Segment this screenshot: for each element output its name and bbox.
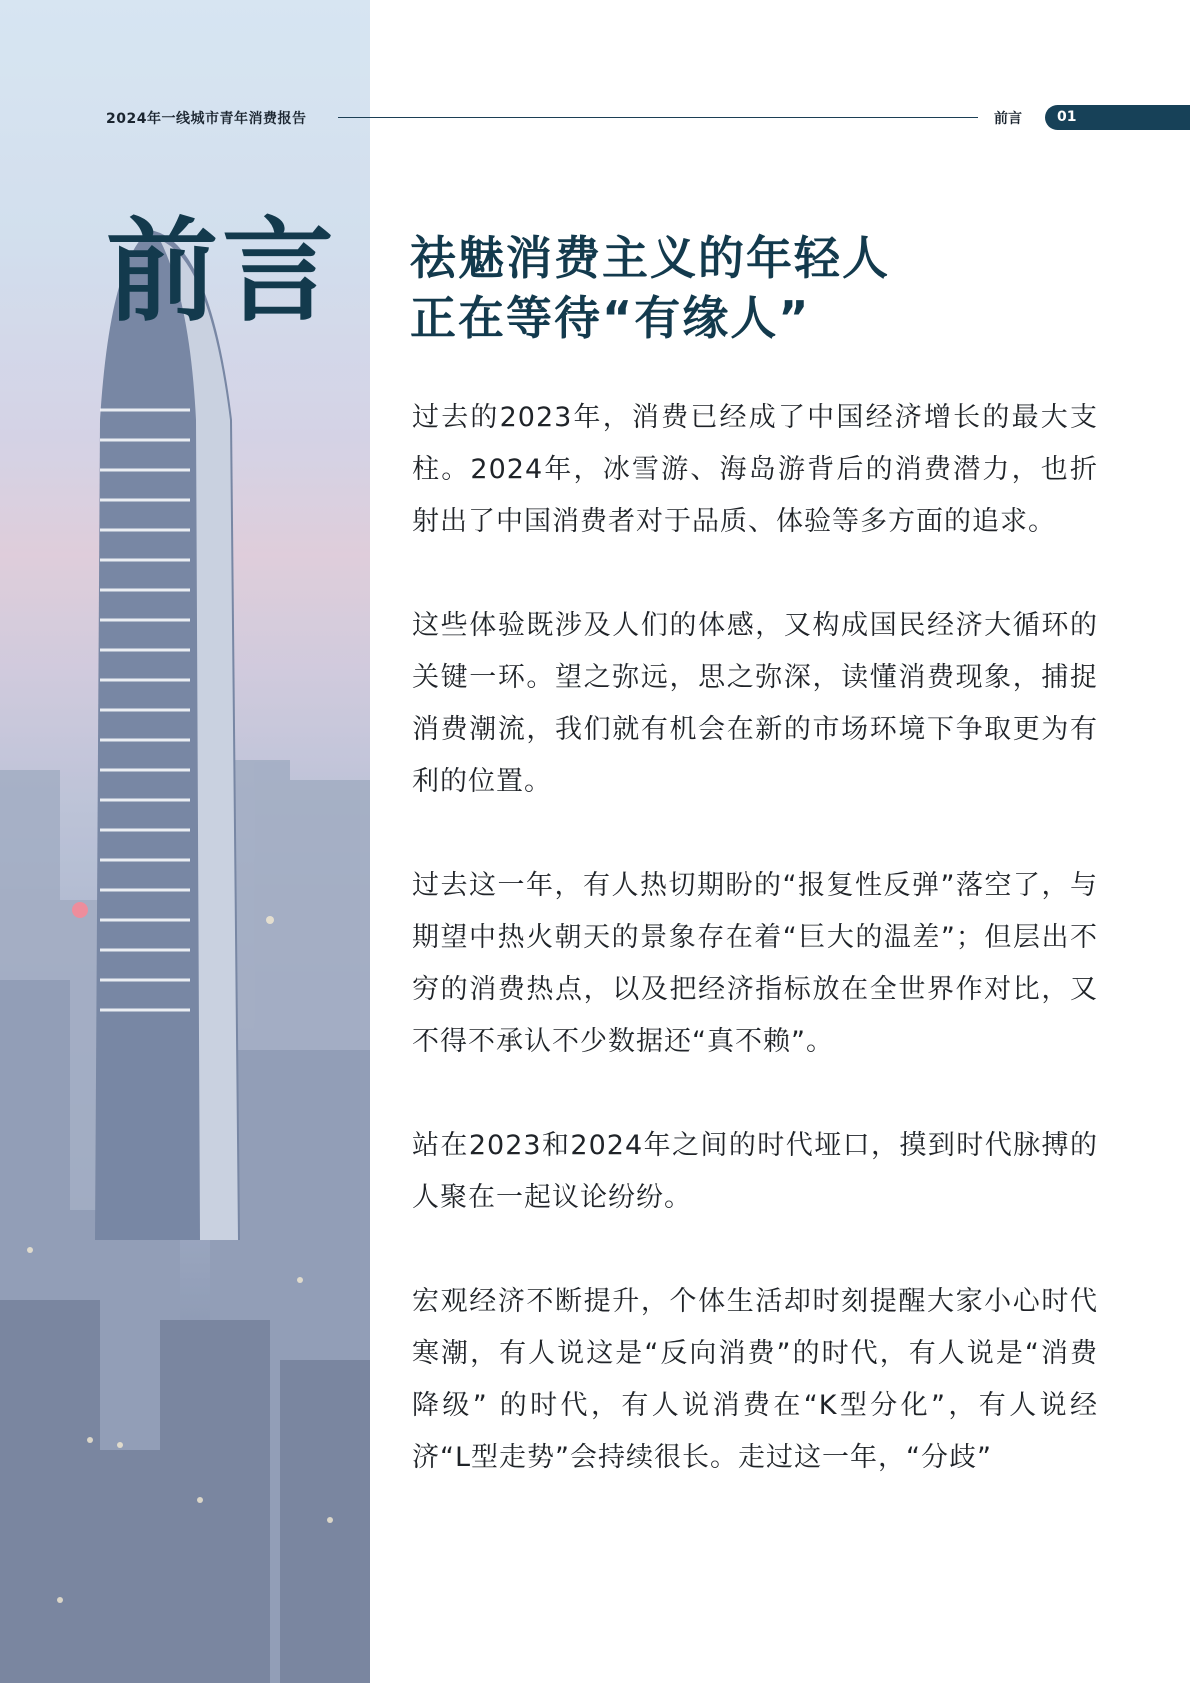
- document-title: 2024年一线城市青年消费报告: [106, 111, 307, 127]
- paragraph: 过去这一年，有人热切期盼的“报复性反弹”落空了，与期望中热火朝天的景象存在着“巨大的温差”；但层出不穷的消费热点，以及把经济指标放在全世界作对比，又不得不承认不少数据还“真不赖”。: [412, 870, 1098, 1057]
- paragraph: 过去的2023年，消费已经成了中国经济增长的最大支柱。2024年，冰雪游、海岛游背后的消费潜力，也折射出了中国消费者对于品质、体验等多方面的追求。: [412, 402, 1098, 537]
- section-label: 前言: [994, 111, 1022, 127]
- body-text: [412, 392, 1098, 1536]
- page-heading: 前言: [106, 207, 338, 337]
- subtitle-line-2: 正在等待“有缘人”: [410, 291, 811, 345]
- subtitle-line-1: 祛魅消费主义的年轻人: [410, 231, 890, 285]
- paragraph: 宏观经济不断提升，个体生活却时刻提醒大家小心时代寒潮，有人说这是“反向消费”的时代，有人说是“消费降级” 的时代，有人说消费在“K型分化”，有人说经济“L型走势”会持续很长。走过这一年，“分歧”: [412, 1286, 1098, 1473]
- paragraph: 站在2023和2024年之间的时代垭口，摸到时代脉搏的人聚在一起议论纷纷。: [412, 1130, 1098, 1213]
- subtitle: [410, 228, 890, 348]
- page-number: 01: [1057, 109, 1077, 125]
- paragraph: 这些体验既涉及人们的体感，又构成国民经济大循环的关键一环。望之弥远，思之弥深，读懂消费现象，捕捉消费潮流，我们就有机会在新的市场环境下争取更为有利的位置。: [412, 610, 1098, 797]
- header-divider: [338, 117, 978, 118]
- page-number-tab: [1045, 105, 1190, 130]
